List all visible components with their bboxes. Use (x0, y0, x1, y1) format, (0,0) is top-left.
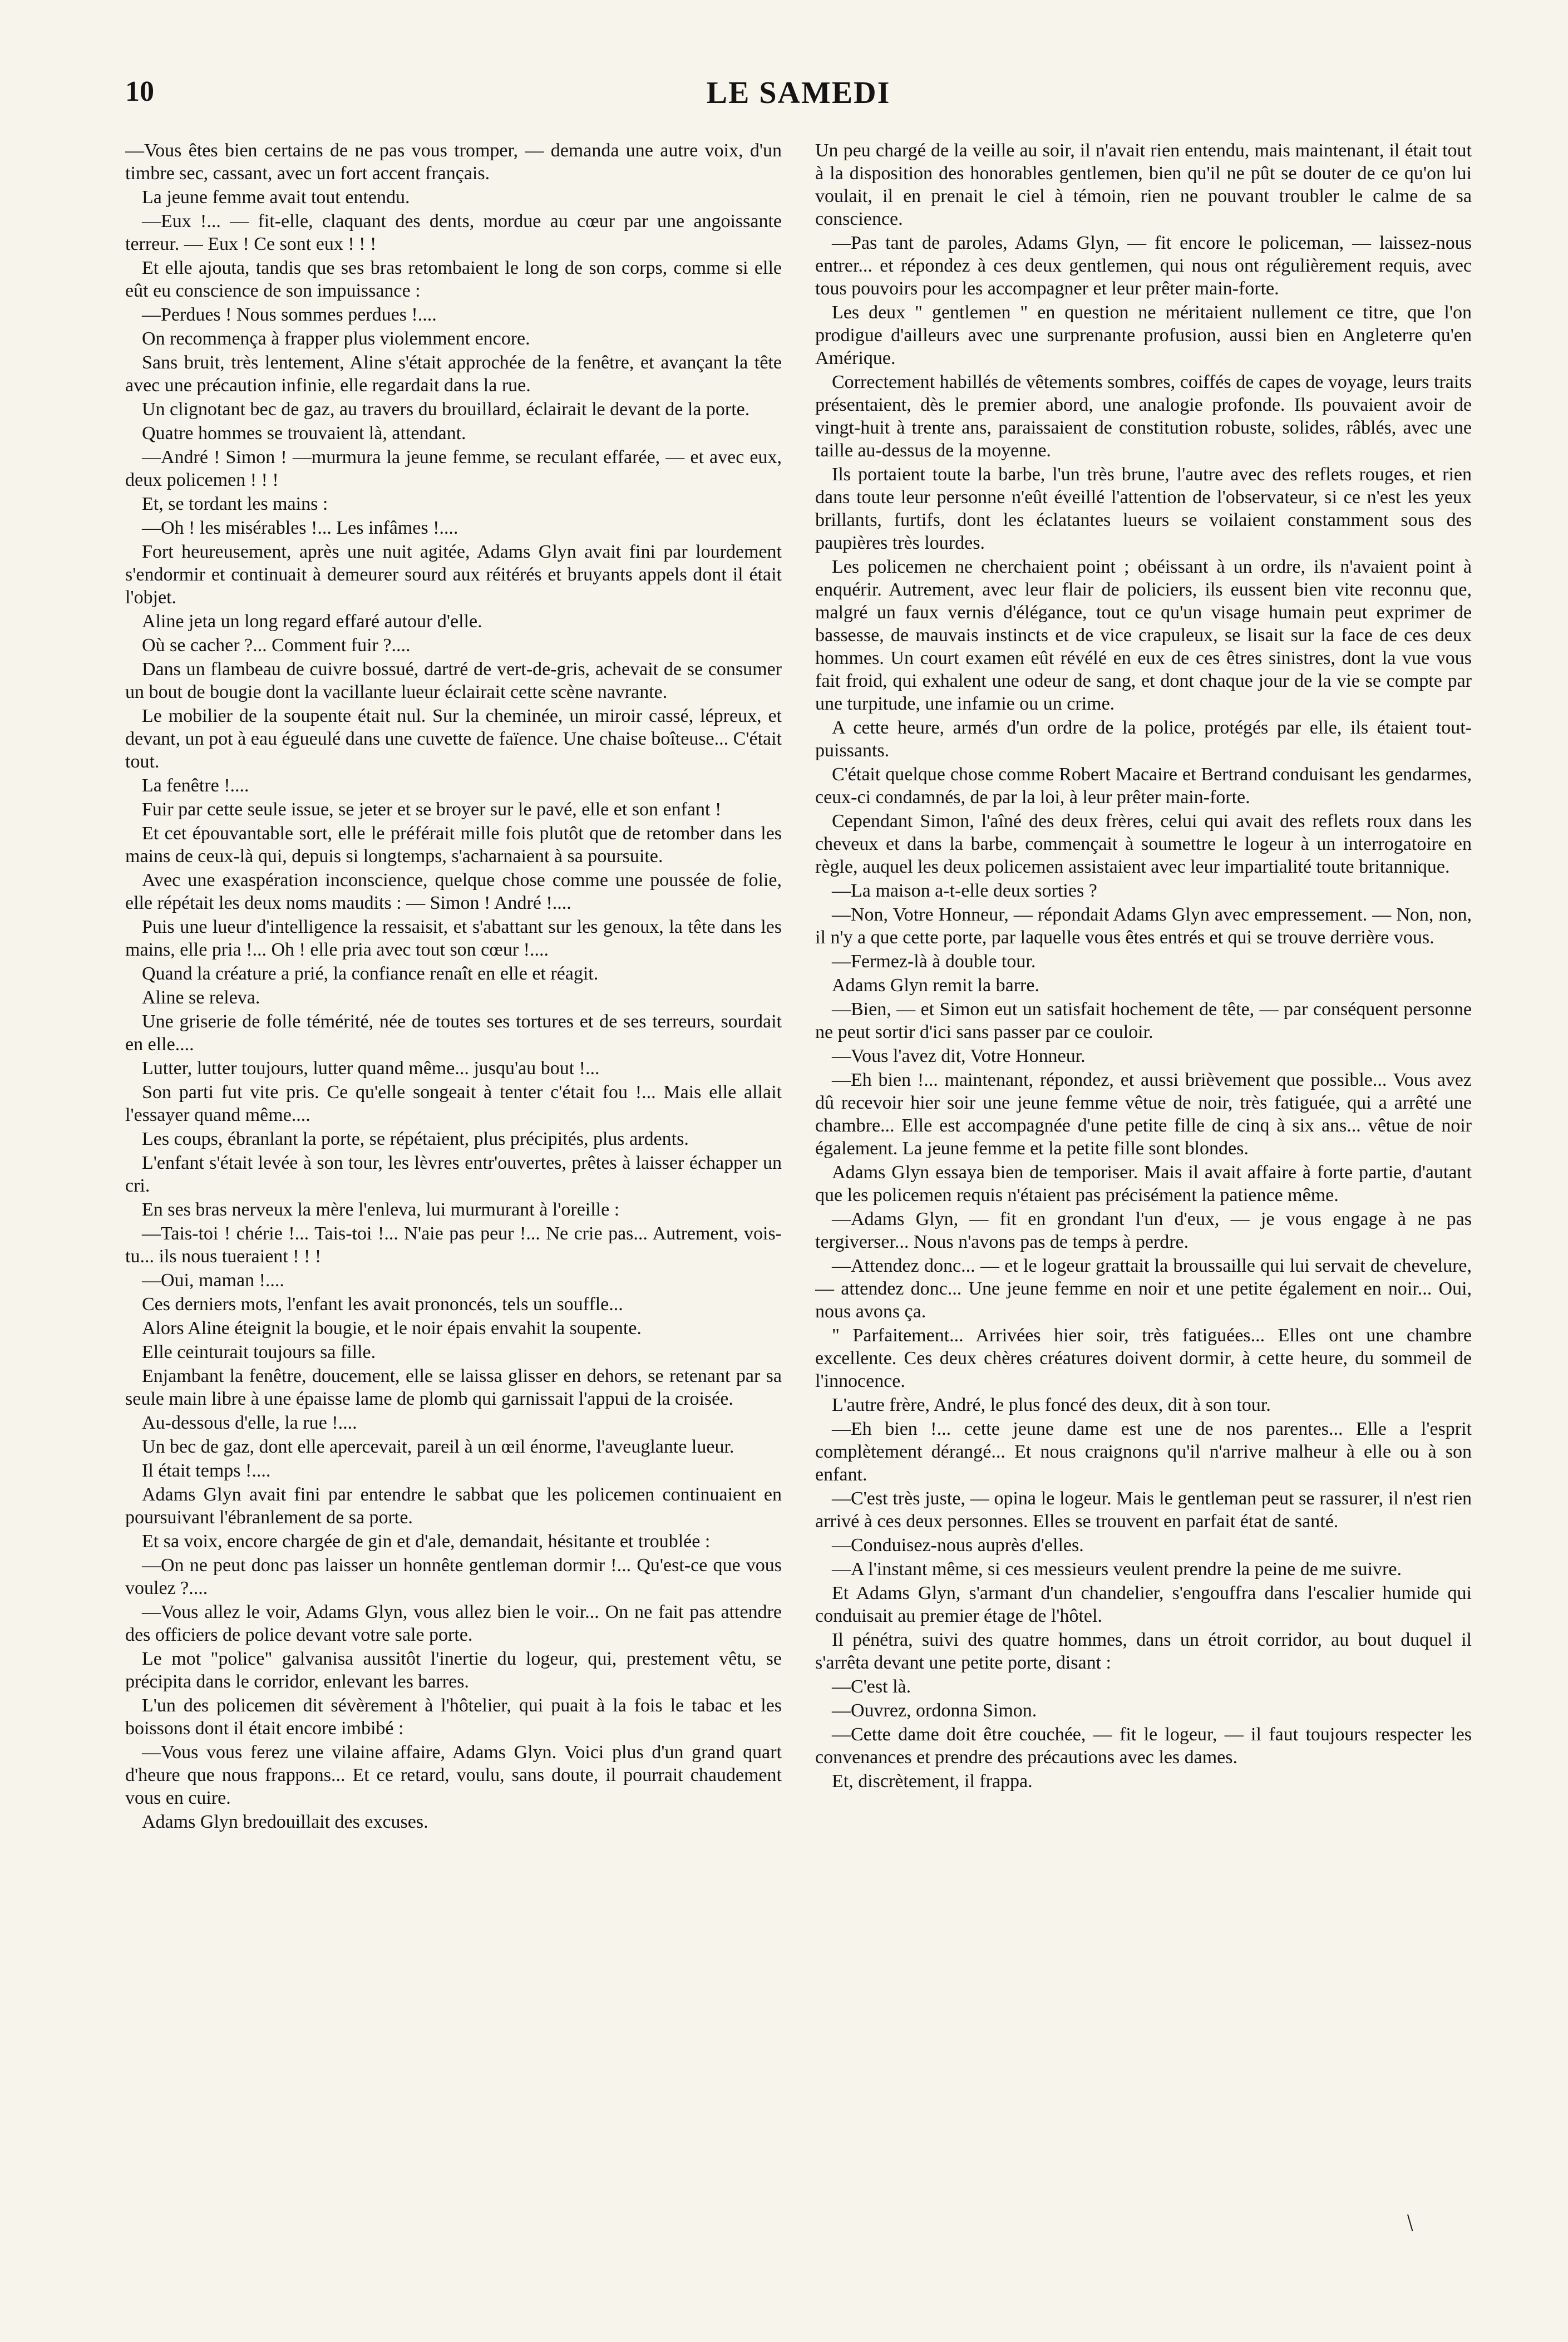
paragraph: Fort heureusement, après une nuit agitée, Adams Glyn avait fini par lourdement s'endormir et continuait à demeurer sourd aux réitérés et bruyants appels dont il était l'objet. (125, 542, 782, 608)
paragraph: Au-dessous d'elle, la rue !.... (142, 1413, 357, 1433)
paragraph: Il pénétra, suivi des quatre hommes, dans un étroit corridor, au bout duquel il s'arrêta devant une petite porte, disant : (815, 1630, 1472, 1673)
paragraph: Et elle ajouta, tandis que ses bras retombaient le long de son corps, comme si elle eût eu conscience de son impuissance : (125, 258, 782, 301)
paragraph: Et sa voix, encore chargée de gin et d'ale, demandait, hésitante et troublée : (142, 1531, 711, 1552)
paragraph: Et, discrètement, il frappa. (832, 1771, 1033, 1792)
paragraph: —Conduisez-nous auprès d'elles. (832, 1535, 1084, 1556)
page-header (125, 75, 1472, 125)
paragraph: Sans bruit, très lentement, Aline s'était approchée de la fenêtre, et avançant la tête avec une précaution infinie, elle regardait dans la rue. (125, 352, 782, 396)
paragraph: Et cet épouvantable sort, elle le préférait mille fois plutôt que de retomber dans les mains de ceux-là qui, depuis si longtemps, s'acharnaient à sa poursuite. (125, 823, 782, 867)
paragraph: Une griserie de folle témérité, née de toutes ses tortures et de ses terreurs, sourdait en elle.... (125, 1011, 782, 1055)
paragraph: —A l'instant même, si ces messieurs veulent prendre la peine de me suivre. (832, 1559, 1402, 1580)
paragraph: Un peu chargé de la veille au soir, il n'avait rien entendu, mais maintenant, il était tout à la disposition des honorables gentlemen, bien qu'il ne pût se douter de ce qu'on lui voulait, il en prenait le ciel à témoin, rien ne pouvant troubler le calme de sa conscience. (815, 140, 1472, 229)
paragraph: —Vous l'avez dit, Votre Honneur. (832, 1046, 1086, 1066)
paragraph: L'un des policemen dit sévèrement à l'hôtelier, qui puait à la fois le tabac et les boissons dont il était encore imbibé : (125, 1695, 782, 1739)
paragraph: Dans un flambeau de cuivre bossué, dartré de vert-de-gris, achevait de se consumer un bout de bougie dont la vacillante lueur éclairait cette scène navrante. (125, 659, 782, 702)
paragraph: Fuir par cette seule issue, se jeter et se broyer sur le pavé, elle et son enfant ! (142, 799, 722, 820)
page-number: 10 (125, 76, 154, 107)
paragraph: —On ne peut donc pas laisser un honnête gentleman dormir !... Qu'est-ce que vous voulez ?.... (125, 1555, 782, 1598)
paragraph: —Adams Glyn, — fit en grondant l'un d'eux, — je vous engage à ne pas tergiverser... Nous n'avons pas de temps à perdre. (815, 1209, 1472, 1252)
paragraph: On recommença à frapper plus violemment encore. (142, 328, 530, 349)
paragraph: Et Adams Glyn, s'armant d'un chandelier, s'engouffra dans l'escalier humide qui conduisait au premier étage de l'hôtel. (815, 1583, 1472, 1626)
paragraph: Ils portaient toute la barbe, l'un très brune, l'autre avec des reflets rouges, et rien dans toute leur personne n'eût éveillé l'attention de l'observateur, si ce n'est les yeux brillants, furtifs, dont les éclatantes lueurs se voilaient constamment sous des paupières très lourdes. (815, 464, 1472, 553)
paragraph: —La maison a-t-elle deux sorties ? (832, 880, 1097, 901)
paragraph: L'enfant s'était levée à son tour, les lèvres entr'ouvertes, prêtes à laisser échapper un cri. (125, 1153, 782, 1196)
paragraph: —Vous êtes bien certains de ne pas vous tromper, — demanda une autre voix, d'un timbre sec, cassant, avec un fort accent français. (125, 140, 782, 184)
paragraph: Quand la créature a prié, la confiance renaît en elle et réagit. (142, 963, 599, 984)
paragraph: —Cette dame doit être couchée, — fit le logeur, — il faut toujours respecter les convenances et prendre des précautions avec les dames. (815, 1724, 1472, 1768)
paragraph: A cette heure, armés d'un ordre de la police, protégés par elle, ils étaient tout-puissants. (815, 717, 1472, 761)
paragraph: Cependant Simon, l'aîné des deux frères, celui qui avait des reflets roux dans les cheveux et dans la barbe, commençait à soumettre le logeur à un interrogatoire en règle, auquel les deux policemen assistaient avec leur impartialité toute britannique. (815, 811, 1472, 877)
paragraph: Aline jeta un long regard effaré autour d'elle. (142, 611, 482, 632)
paragraph: L'autre frère, André, le plus foncé des deux, dit à son tour. (832, 1395, 1271, 1415)
paragraph: —Pas tant de paroles, Adams Glyn, — fit encore le policeman, — laissez-nous entrer... et répondez à ces deux gentlemen, qui nous ont régulièrement requis, avec tous pouvoirs pour les accompagner et leur prêter main-forte. (815, 233, 1472, 299)
stray-ink-mark: / (1399, 2209, 1421, 2236)
paragraph: Il était temps !.... (142, 1460, 271, 1481)
paragraph: Ces derniers mots, l'enfant les avait prononcés, tels un souffle... (142, 1294, 623, 1315)
paragraph: Le mot "police" galvanisa aussitôt l'inertie du logeur, qui, prestement vêtu, se précipita dans le corridor, enlevant les barres. (125, 1649, 782, 1692)
paragraph: Les policemen ne cherchaient point ; obéissant à un ordre, ils n'avaient point à enquérir. Autrement, avec leur flair de policiers, ils eussent bien vite reconnu que, malgré un faux vernis d'élégance, tout ce qu'un visage humain peut exprimer de bassesse, de mauvais instincts et de vice crapuleux, se lisait sur la face de ces deux hommes. Un court examen eût révélé en eux de ces êtres sinistres, dont la vue vous fait froid, qui exhalent une odeur de sang, et dont chaque jour de la vie se compte par une turpitude, une infamie ou un crime. (815, 557, 1472, 714)
paragraph: La fenêtre !.... (142, 775, 249, 796)
paragraph: —Fermez-là à double tour. (832, 951, 1036, 972)
paragraph: —Perdues ! Nous sommes perdues !.... (142, 304, 437, 325)
paragraph: Son parti fut vite pris. Ce qu'elle songeait à tenter c'était fou !... Mais elle allait l'essayer quand même.... (125, 1082, 782, 1125)
paragraph: Adams Glyn essaya bien de temporiser. Mais il avait affaire à forte partie, d'autant que les policemen requis n'étaient pas précisément la patience même. (815, 1162, 1472, 1206)
paragraph: " Parfaitement... Arrivées hier soir, très fatiguées... Elles ont une chambre excellente. Ces deux chères créatures doivent dormir, à cette heure, du sommeil de l'innocence. (815, 1325, 1472, 1391)
paragraph: —Non, Votre Honneur, — répondait Adams Glyn avec empressement. — Non, non, il n'y a que cette porte, par laquelle vous êtes entrés et qui se trouve derrière vous. (815, 904, 1472, 948)
paragraph: —André ! Simon ! —murmura la jeune femme, se reculant effarée, — et avec eux, deux policemen ! ! ! (125, 447, 782, 490)
paragraph: Aline se releva. (142, 987, 260, 1008)
paragraph: En ses bras nerveux la mère l'enleva, lui murmurant à l'oreille : (142, 1199, 620, 1220)
paragraph: Elle ceinturait toujours sa fille. (142, 1342, 376, 1362)
paragraph: —Eh bien !... cette jeune dame est une de nos parentes... Elle a l'esprit complètement dérangé... Et nous craignons qu'il n'arrive malheur à elle ou à son enfant. (815, 1419, 1472, 1485)
paragraph: Les coups, ébranlant la porte, se répétaient, plus précipités, plus ardents. (142, 1129, 689, 1149)
right-column (815, 139, 1472, 2287)
paragraph: —Eh bien !... maintenant, répondez, et aussi brièvement que possible... Vous avez dû recevoir hier soir une jeune femme vêtue de noir, très fatiguée, qui a arrêté une chambre... Elle est accompagnée d'une petite fille de cinq à six ans... vêtue de noir également. La jeune femme et la petite fille sont blondes. (815, 1070, 1472, 1159)
paragraph: —Vous allez le voir, Adams Glyn, vous allez bien le voir... On ne fait pas attendre des officiers de police devant votre sale porte. (125, 1602, 782, 1645)
paragraph: Où se cacher ?... Comment fuir ?.... (142, 635, 411, 656)
paragraph: —Ouvrez, ordonna Simon. (832, 1700, 1037, 1721)
paragraph: Lutter, lutter toujours, lutter quand même... jusqu'au bout !... (142, 1058, 600, 1079)
paragraph: —Oui, maman !.... (142, 1270, 284, 1291)
paragraph: Avec une exaspération inconscience, quelque chose comme une poussée de folie, elle répétait les deux noms maudits : — Simon ! André !.... (125, 870, 782, 913)
paragraph: Quatre hommes se trouvaient là, attendant. (142, 423, 466, 444)
paragraph: Et, se tordant les mains : (142, 494, 328, 514)
paragraph: Enjambant la fenêtre, doucement, elle se laissa glisser en dehors, se retenant par sa seule main libre à une épaisse lame de plomb qui garnissait l'appui de la croisée. (125, 1366, 782, 1409)
paragraph: Adams Glyn bredouillait des excuses. (142, 1812, 428, 1832)
paragraph: —C'est très juste, — opina le logeur. Mais le gentleman peut se rassurer, il n'est rien arrivé à ces deux personnes. Elles se trouvent en parfait état de santé. (815, 1488, 1472, 1532)
paragraph: Un bec de gaz, dont elle apercevait, pareil à un œil énorme, l'aveuglante lueur. (142, 1436, 734, 1457)
paragraph: Adams Glyn remit la barre. (832, 975, 1039, 996)
paragraph: —Attendez donc... — et le logeur grattait la broussaille qui lui servait de chevelure, — attendez donc... Une jeune femme en noir et une petite également en noir... Oui, nous avons ça. (815, 1256, 1472, 1322)
paragraph: —Oh ! les misérables !... Les infâmes !.... (142, 518, 458, 538)
paragraph: C'était quelque chose comme Robert Macaire et Bertrand conduisant les gendarmes, ceux-ci condamnés, de par la loi, à leur prêter main-forte. (815, 764, 1472, 808)
paragraph: La jeune femme avait tout entendu. (142, 187, 410, 208)
paragraph: —Bien, — et Simon eut un satisfait hochement de tête, — par conséquent personne ne peut sortir d'ici sans passer par ce couloir. (815, 999, 1472, 1042)
paragraph: —Eux !... — fit-elle, claquant des dents, mordue au cœur par une angoissante terreur. — Eux ! Ce sont eux ! ! ! (125, 211, 782, 254)
running-title: LE SAMEDI (706, 76, 891, 110)
paragraph: Les deux " gentlemen " en question ne méritaient nullement ce titre, que l'on prodigue d'ailleurs avec une surprenante profusion, aussi bien en Angleterre qu'en Amérique. (815, 302, 1472, 368)
paragraph: Adams Glyn avait fini par entendre le sabbat que les policemen continuaient en poursuivant l'ébranlement de sa porte. (125, 1484, 782, 1528)
paragraph: Puis une lueur d'intelligence la ressaisit, et s'abattant sur les genoux, la tête dans les mains, elle pria !... Oh ! elle pria avec tout son cœur !.... (125, 917, 782, 960)
paragraph: Un clignotant bec de gaz, au travers du brouillard, éclairait le devant de la porte. (142, 399, 750, 420)
paragraph: —C'est là. (832, 1676, 911, 1697)
paragraph: —Tais-toi ! chérie !... Tais-toi !... N'aie pas peur !... Ne crie pas... Autrement, vois-tu... ils nous tueraient ! ! ! (125, 1223, 782, 1267)
left-column (125, 139, 782, 2287)
paragraph: Le mobilier de la soupente était nul. Sur la cheminée, un miroir cassé, lépreux, et devant, un pot à eau égueulé dans une cuvette de faïence. Une chaise boîteuse... C'était tout. (125, 706, 782, 772)
paragraph: Alors Aline éteignit la bougie, et le noir épais envahit la soupente. (142, 1318, 642, 1339)
paragraph: Correctement habillés de vêtements sombres, coiffés de capes de voyage, leurs traits présentaient, dès le premier abord, une analogie profonde. Ils pouvaient avoir de vingt-huit à trente ans, paraissaient de constitution robuste, solides, râblés, avec une taille au-dessus de la moyenne. (815, 372, 1472, 461)
paragraph: —Vous vous ferez une vilaine affaire, Adams Glyn. Voici plus d'un grand quart d'heure que nous frappons... Et ce retard, voulu, sans doute, il pourrait chaudement vous en cuire. (125, 1742, 782, 1808)
